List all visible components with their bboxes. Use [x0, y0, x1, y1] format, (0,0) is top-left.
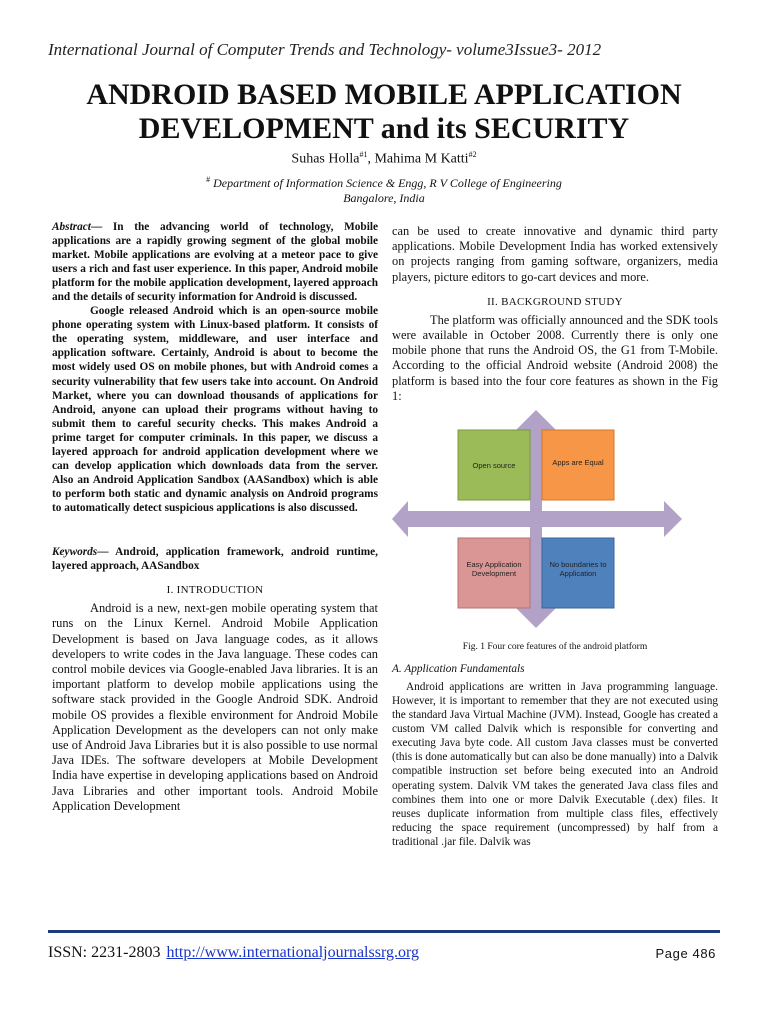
affiliation-department: Department of Information Science & Engg, R V College of Engineering	[210, 176, 562, 190]
quadrant-label-easy-1: Easy Application	[466, 560, 522, 570]
quadrant-label-boundaries-2: Application	[559, 569, 597, 579]
quadrant-label-easy-2: Development	[471, 569, 517, 579]
authors	[0, 150, 768, 168]
cross-arrow	[392, 410, 682, 628]
journal-link[interactable]: http://www.internationaljournalssrg.org	[166, 944, 420, 961]
affiliation-mark: #	[206, 175, 211, 184]
author-2: Mahima M Katti	[374, 151, 469, 167]
application-fundamentals-heading: A. Application Fundamentals	[392, 663, 525, 676]
right-column	[392, 224, 718, 849]
footer-rule	[48, 930, 720, 933]
affiliation-city: Bangalore, India	[343, 191, 425, 205]
abstract-text: In the advancing world of technology, Mobile applications are a rapidly growing segment of the global mobile market. Mobile applications are evolving at a meteor pace to give users a rich and fast user experience. In this paper, Android mobile platform for the mobile application development, layered approach and the details of security information for Android is discussed.	[52, 221, 379, 304]
quadrant-label-open-source: Open source	[472, 461, 516, 471]
keywords	[52, 545, 378, 573]
keywords-text: Android, application framework, android runtime, layered approach, AASandbox	[52, 545, 379, 573]
author-separator: ,	[367, 151, 375, 167]
keywords-dash: —	[97, 545, 116, 558]
background-heading: II. BACKGROUND STUDY	[487, 295, 623, 308]
abstract-paragraph-2: Google released Android which is an open-source mobile phone operating system with Linux-based platform. It consists of the operating system, middleware, and user interface and application software. Certainly, Android is about to become the most widely used OS on mobile phones, but with Android comes a security vulnerability that few users take into account. On Android Market, where you can download thousands of applications for Android, anyone can upload their programs without having to submit them to careful security checks. This makes Android a prime target for computer criminals. In this paper, we discuss a layered approach for android application development where we can develop application which downloads data from the server. Also an Android Application Sandbox (AASandbox) which is able to perform both static and dynamic analysis on Android programs to automatically detect suspicious applications is also discussed.	[52, 305, 378, 514]
affiliation	[0, 172, 768, 206]
figure-caption: Fig. 1 Four core features of the android platform	[462, 642, 648, 653]
intro-continuation: can be used to create innovative and dynamic third party applications. Mobile Development India has worked extensively on projects ranging from gaming software, organizers, media players, picture editors to go-cart devices and more.	[392, 224, 718, 284]
quadrant-label-apps-equal: Apps are Equal	[552, 458, 604, 468]
footer-issn-line	[48, 944, 419, 962]
quadrant-label-boundaries-1: No boundaries to	[549, 560, 607, 570]
abstract-label: Abstract	[52, 221, 91, 233]
page-number: Page 486	[655, 946, 716, 961]
core-features-diagram	[392, 410, 718, 628]
title-line-2: DEVELOPMENT and its SECURITY	[138, 112, 630, 145]
paper-title	[0, 78, 768, 146]
abstract-paragraph	[52, 220, 378, 304]
intro-text: Android is a new, next-gen mobile operating system that runs on the Linux Kernel. Android Mobile Application Development is based on Java language codes, as it allows developers to write codes in the Java language. These codes can control mobile devices via Google-enabled Java libraries. It is an important platform to develop mobile applications using the software stack provided in the Google Android SDK. Android mobile OS provides a flexible environment for Android Mobile Application Development as the developers can not only make use of Android Java Libraries but it is also possible to use normal Java IDEs. The software developers at Mobile Development India have expertise in developing applications based on Android Java Libraries and other important tools. Android Mobile Application Development	[52, 601, 378, 813]
keywords-label: Keywords	[52, 545, 98, 558]
author-2-mark: #2	[468, 150, 477, 159]
application-fundamentals-text: Android applications are written in Java programming language. However, it is important to remember that they are not executed using the standard Java Virtual Machine (JVM). Instead, Google has created a custom VM called Dalvik which is responsible for converting and executing Java byte code. All custom Java classes must be converted (this is done automatically but can also be done manually) into a Dalvik compatible instruction set before being executed into an Android operating system. Dalvik VM takes the generated Java class files and combines them into one or more Dalvik Executable (.dex) files. It reuses duplicate information from multiple class files, effectively reducing the space requirement (uncompressed) by half from a traditional .jar file. Dalvik was	[392, 681, 718, 848]
intro-heading: I. INTRODUCTION	[166, 584, 264, 597]
journal-header: International Journal of Computer Trends and Technology- volume3Issue3- 2012	[48, 40, 602, 59]
issn: ISSN: 2231-2803	[48, 944, 161, 961]
background-text: The platform was officially announced and the SDK tools were available in October 2008. Currently there is only one mobile phone that runs the Android OS, the G1 from T-Mobile. According to the official Android website (Android 2008) the platform is based into the four core features as shown in the Fig 1:	[392, 312, 718, 403]
core-features-svg	[392, 410, 718, 628]
abstract-dash: —	[90, 221, 113, 233]
author-1-mark: #1	[359, 150, 368, 159]
title-line-1: ANDROID BASED MOBILE APPLICATION	[86, 78, 682, 111]
left-column	[52, 220, 378, 814]
author-1: Suhas Holla	[291, 151, 360, 167]
